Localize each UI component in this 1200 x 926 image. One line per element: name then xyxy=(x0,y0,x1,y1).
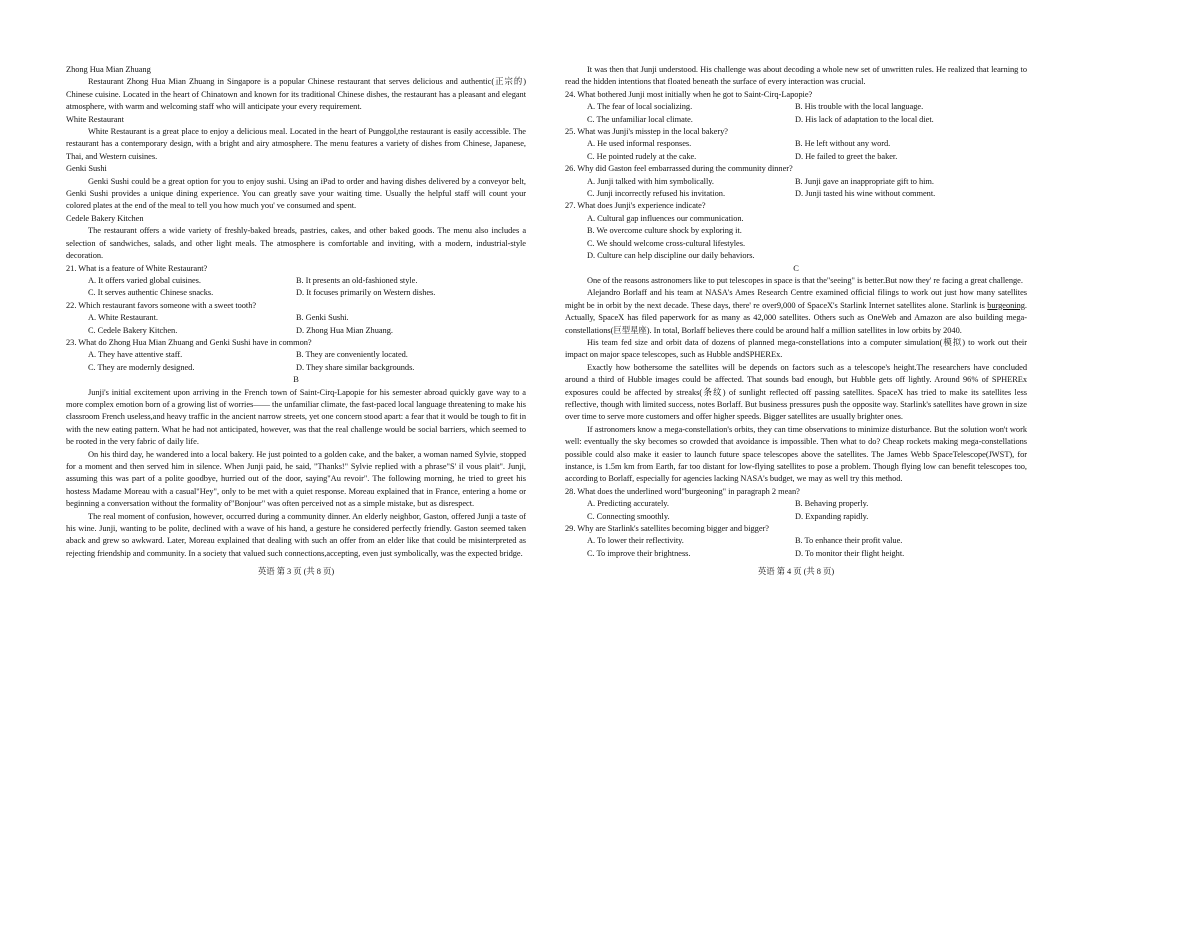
passage-paragraph: His team fed size and orbit data of dozens of planned mega-constellations into a computer simulation(模拟) to work out their impact on major space telescopes, such as Hubble andSPHEREx. xyxy=(565,337,1027,360)
options xyxy=(565,535,1027,560)
option-b: B. His trouble with the local language. xyxy=(795,102,924,112)
restaurant-description: Restaurant Zhong Hua Mian Zhuang in Singapore is a popular Chinese restaurant that serves delicious and authentic(正宗的) Chinese cuisine. Located in the heart of Chinatown and known for its traditional Chinese dishes, the restaurant has a pleasant and elegant atmosphere, with warm and welcoming staff who will anticipate your every requirement. xyxy=(66,77,526,112)
option-a: A. To lower their reflectivity. xyxy=(587,536,684,546)
option-b: B. To enhance their profit value. xyxy=(795,536,903,546)
options xyxy=(66,349,526,374)
option-a: A. The fear of local socializing. xyxy=(587,102,693,112)
option-a: A. Predicting accurately. xyxy=(587,499,669,509)
page-footer: 英语 第 3 页 (共 8 页) xyxy=(257,567,335,577)
restaurant-name: Cedele Bakery Kitchen xyxy=(66,213,144,223)
option-d: D. Junji tasted his wine without comment. xyxy=(795,189,936,199)
question-block xyxy=(565,486,1027,560)
passage-paragraph: Exactly how bothersome the satellites will be depends on factors such as a telescope's height.The researchers have concluded around a third of Hubble images could be affected. That sounds bad enough, but Hubble gets off lightly. Around 96% of SPHEREx exposures could be affected by streaks(条纹) of sunlight reflected off passing satellites. SpaceX has tried to make its satellites less reflective, though with limited success, notes Borlaff. But business pressures push the opposite way. Starlink's satellites have grown in size over time to serve more customers and offer higher speeds. Bigger satellites are usually brighter ones. xyxy=(565,362,1027,422)
option-c: C. Connecting smoothly. xyxy=(587,511,670,521)
right-page xyxy=(565,64,1027,579)
option-a: A. White Restaurant. xyxy=(88,313,158,323)
option-a: A. They have attentive staff. xyxy=(88,350,183,360)
option-d: D. To monitor their flight height. xyxy=(795,548,905,558)
option-b: B. Junji gave an inappropriate gift to him. xyxy=(795,176,934,186)
question-22: 22. Which restaurant favors someone with a sweet tooth? xyxy=(66,300,257,310)
options xyxy=(66,312,526,337)
option-a: A. Junji talked with him symbolically. xyxy=(587,176,714,186)
restaurant-description: White Restaurant is a great place to enjoy a delicious meal. Located in the heart of Punggol,the restaurant is easily accessible. The restaurant has a contemporary design, with a bright and airy atmosphere. The menu features a variety of dishes from Chinese, Japanese, Thai, and Western cuisines. xyxy=(66,127,526,161)
passage-paragraph: If astronomers know a mega-constellation's orbits, they can time observations to minimize disturbance. But the solution won't work well: eventually the sky becomes so crowded that avoidance is impossible. Then what to do? Cheap rockets making mega-constellations possible could also make it easier to launch future space telescopes above the satellites. The James Webb SpaceTelescope(JWST), for instance, is 1.5m km from Earth, far too distant for low-flying satellites to pose a problem. Though flying low can benefit telescopes too, according to Borlaff, especially for agencies lacking NASA's budget, we may as well try this method. xyxy=(565,424,1027,484)
option-b: B. Behaving properly. xyxy=(795,499,869,509)
question-21: 21. What is a feature of White Restaurant? xyxy=(66,263,208,273)
options xyxy=(565,101,1027,126)
passage-b xyxy=(66,387,526,561)
option-d: D. They share similar backgrounds. xyxy=(296,362,415,372)
restaurant-name: Genki Sushi xyxy=(66,164,107,174)
passage-paragraph: On his third day, he wandered into a local bakery. He just pointed to a golden cake, and the baker, a woman named Sylvie, stopped for a moment and then served him in silence. When Junji paid, he said, "Thanks!" Sylvie replied with a phrase"S' il vous plait". Junji, assuming this was part of a polite goodbye, hurried out of the door, saying"Au revoir". The following morning, he tried to greet his hostess Madame Moreau with a casual"Hey", only to be met with a quiet response. Moreau explained that in France, entering a home or beginning a conversation without the formality of"Bonjour" was often perceived not as a simple mistake, but as disrespect. xyxy=(66,449,526,509)
question-block xyxy=(66,263,526,375)
underlined-word: burgeoning xyxy=(987,300,1025,310)
option-c: C. It serves authentic Chinese snacks. xyxy=(88,288,214,298)
passage-paragraph: Junji's initial excitement upon arriving in the French town of Saint-Cirq-Lapopie for his semester abroad quickly gave way to a more complex emotion born of a growing list of worries—— the unfamiliar climate, the fast-paced local language threatening to make his classroom French useless,and heavy traffic in the ancient narrow streets, yet one concern stood apart: a fear that it would be tough to fit in with the new eating pattern. What he had not anticipated, however, was that the real challenge would be social barriers, which seemed to be rooted in the very fabric of daily life. xyxy=(66,387,526,447)
options xyxy=(565,213,1027,263)
question-24: 24. What bothered Junji most initially when he got to Saint-Cirq-Lapopie? xyxy=(565,89,813,99)
option-c: C. Cedele Bakery Kitchen. xyxy=(88,325,178,335)
question-23: 23. What do Zhong Hua Mian Zhuang and Genki Sushi have in common? xyxy=(66,337,312,347)
options xyxy=(66,275,526,300)
question-25: 25. What was Junji's misstep in the local bakery? xyxy=(565,127,728,137)
option-c: C. He pointed rudely at the cake. xyxy=(587,151,697,161)
section-letter-b: B xyxy=(293,375,299,385)
question-28: 28. What does the underlined word"burgeoning" in paragraph 2 mean? xyxy=(565,486,800,496)
section-letter-c: C xyxy=(793,263,799,273)
passage-paragraph: The real moment of confusion, however, occurred during a community dinner. An elderly neighbor, Gaston, offered Junji a taste of his wine. Junji, wanting to be polite, declined with a wave of his hand, a gesture he considered perfectly friendly. Gaston seemed taken aback and grew so awkward. Later, Moreau explained that dealing with such an offer from an elder like that could be misinterpreted as rejecting friendship and community. In a society that valued such connections,accepting, even just symbolically, was the expected bridge. xyxy=(66,511,526,558)
option-a: A. Cultural gap influences our communication. xyxy=(587,213,744,223)
option-c: C. To improve their brightness. xyxy=(587,548,691,558)
restaurant-description: The restaurant offers a wide variety of freshly-baked breads, pastries, cakes, and other baked goods. The menu also includes a selection of sandwiches, salads, and other light meals. The atmosphere is comfortable and inviting, with a modern, industrial-style decoration. xyxy=(66,226,526,261)
restaurant-description: Genki Sushi could be a great option for you to enjoy sushi. Using an iPad to order and having dishes delivered by a conveyor belt, Genki Sushi provides a unique dining experience. You can greatly save your waiting time. Usually the helpful staff will count your colored plates at the end of the meal to tell you how much you' ve consumed and spent. xyxy=(66,176,526,211)
restaurant-name: White Restaurant xyxy=(66,114,124,124)
option-d: D. Expanding rapidly. xyxy=(795,511,869,521)
option-c: C. We should welcome cross-cultural lifestyles. xyxy=(587,238,746,248)
question-27: 27. What does Junji's experience indicate? xyxy=(565,201,706,211)
paragraph-text: Alejandro Borlaff and his team at NASA's Ames Research Centre examined official filings to work out just how many satellites might be in orbit by the next decade. These days, there' re over9,000 of SpaceX's Starlink Internet satellites alone. Starlink is xyxy=(565,288,1027,310)
passage-paragraph xyxy=(565,287,1027,337)
option-c: C. They are modernly designed. xyxy=(88,362,195,372)
option-d: D. His lack of adaptation to the local diet. xyxy=(795,114,934,124)
left-page xyxy=(66,64,526,579)
option-c: C. The unfamiliar local climate. xyxy=(587,114,693,124)
option-c: C. Junji incorrectly refused his invitation. xyxy=(587,189,726,199)
options xyxy=(565,498,1027,523)
option-b: B. We overcome culture shock by exploring it. xyxy=(587,226,742,236)
option-b: B. They are conveniently located. xyxy=(296,350,408,360)
option-b: B. He left without any word. xyxy=(795,139,891,149)
option-b: B. It presents an old-fashioned style. xyxy=(296,275,418,285)
paragraph-text: . Actually, SpaceX has filed paperwork for as many as 42,000 satellites. Others such as OneWeb and Amazon are also building mega-constellations(巨型星座). In total, Borlaff believes there could be around half a million satellites in low orbits by 2040. xyxy=(565,300,1027,335)
passage-c xyxy=(565,275,1027,486)
option-d: D. Culture can help discipline our daily behaviors. xyxy=(587,251,755,261)
restaurant-section xyxy=(66,64,526,263)
restaurant-name: Zhong Hua Mian Zhuang xyxy=(66,65,151,74)
option-d: D. He failed to greet the baker. xyxy=(795,151,898,161)
question-29: 29. Why are Starlink's satellites becoming bigger and bigger? xyxy=(565,524,769,534)
option-a: A. It offers varied global cuisines. xyxy=(88,275,201,285)
option-d: D. It focuses primarily on Western dishes. xyxy=(296,288,436,298)
options xyxy=(565,176,1027,201)
option-d: D. Zhong Hua Mian Zhuang. xyxy=(296,325,393,335)
option-b: B. Genki Sushi. xyxy=(296,313,349,323)
question-26: 26. Why did Gaston feel embarrassed during the community dinner? xyxy=(565,164,793,174)
passage-paragraph: One of the reasons astronomers like to put telescopes in space is that the"seeing" is better.But now they' re facing a great challenge. xyxy=(587,275,1023,285)
option-a: A. He used informal responses. xyxy=(587,139,692,149)
page-footer: 英语 第 4 页 (共 8 页) xyxy=(757,567,835,577)
question-block xyxy=(565,89,1027,263)
options xyxy=(565,138,1027,163)
passage-paragraph: It was then that Junji understood. His challenge was about decoding a whole new set of unwritten rules. He realized that learning to read the hidden intentions that floated beneath the surface of every interaction was crucial. xyxy=(565,65,1027,87)
